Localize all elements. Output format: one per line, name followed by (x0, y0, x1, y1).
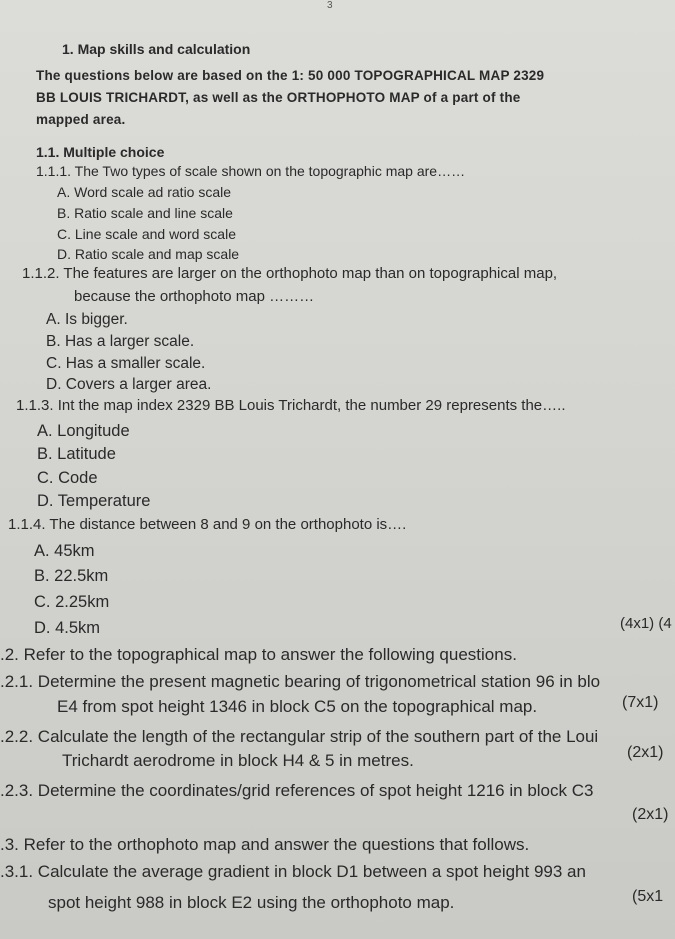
option-b: B. Has a larger scale. (46, 333, 195, 350)
marks-1-2-2: (2x1) (627, 744, 664, 761)
option-b: B. Ratio scale and line scale (57, 205, 233, 221)
option-a: A. Longitude (37, 422, 130, 440)
question-1-1-3: 1.1.3. Int the map index 2329 BB Louis Trichardt, the number 29 represents the….. (16, 397, 566, 414)
question-1-2-2: .2.2. Calculate the length of the rectangular strip of the southern part of the Loui (0, 727, 599, 746)
section-1-2-title: .2. Refer to the topographical map to answer the following questions. (0, 645, 517, 664)
section-1-1-title: 1.1. Multiple choice (36, 144, 165, 160)
marks-1-3-1: (5x1 (632, 888, 664, 905)
question-1-2-2-cont: Trichardt aerodrome in block H4 & 5 in metres. (62, 751, 414, 770)
option-c: C. Has a smaller scale. (46, 355, 206, 372)
question-1-3-1: .3.1. Calculate the average gradient in block D1 between a spot height 993 an (0, 862, 586, 881)
marks-1-1: (4x1) (4 (620, 615, 672, 632)
page-number: 3 (327, 0, 333, 11)
option-b: B. 22.5km (34, 567, 109, 585)
question-1-1-4: 1.1.4. The distance between 8 and 9 on the orthophoto is…. (8, 516, 407, 533)
option-b: B. Latitude (37, 445, 116, 463)
option-d: D. Ratio scale and map scale (57, 246, 240, 262)
option-c: C. Code (37, 469, 98, 487)
option-d: D. Temperature (37, 492, 151, 510)
intro-line-1: The questions below are based on the 1: 50 000 TOPOGRAPHICAL MAP 2329 (36, 68, 545, 83)
intro-line-2: BB LOUIS TRICHARDT, as well as the ORTHOPHOTO MAP of a part of the (36, 90, 521, 105)
option-a: A. 45km (34, 542, 95, 560)
question-1-2-1: .2.1. Determine the present magnetic bearing of trigonometrical station 96 in blo (0, 672, 601, 691)
question-1-3-1-cont: spot height 988 in block E2 using the orthophoto map. (48, 893, 455, 912)
section-1-3-title: .3. Refer to the orthophoto map and answer the questions that follows. (0, 835, 530, 854)
option-d: D. Covers a larger area. (46, 376, 212, 393)
question-1-1-1: 1.1.1. The Two types of scale shown on the topographic map are…… (36, 163, 466, 179)
option-c: C. Line scale and word scale (57, 226, 236, 242)
intro-line-3: mapped area. (36, 112, 126, 127)
question-1-1-2: 1.1.2. The features are larger on the orthophoto map than on topographical map, (22, 265, 558, 282)
question-1-1-2-cont: because the orthophoto map ……… (74, 288, 315, 305)
option-a: A. Word scale ad ratio scale (57, 184, 232, 200)
section-heading: 1. Map skills and calculation (62, 41, 251, 57)
question-1-2-1-cont: E4 from spot height 1346 in block C5 on the topographical map. (57, 697, 538, 716)
option-c: C. 2.25km (34, 593, 110, 611)
marks-1-2-1: (7x1) (622, 694, 659, 711)
option-a: A. Is bigger. (46, 311, 128, 328)
question-1-2-3: .2.3. Determine the coordinates/grid references of spot height 1216 in block C3 (0, 781, 594, 800)
option-d: D. 4.5km (34, 619, 101, 637)
marks-1-2-3: (2x1) (632, 806, 669, 823)
